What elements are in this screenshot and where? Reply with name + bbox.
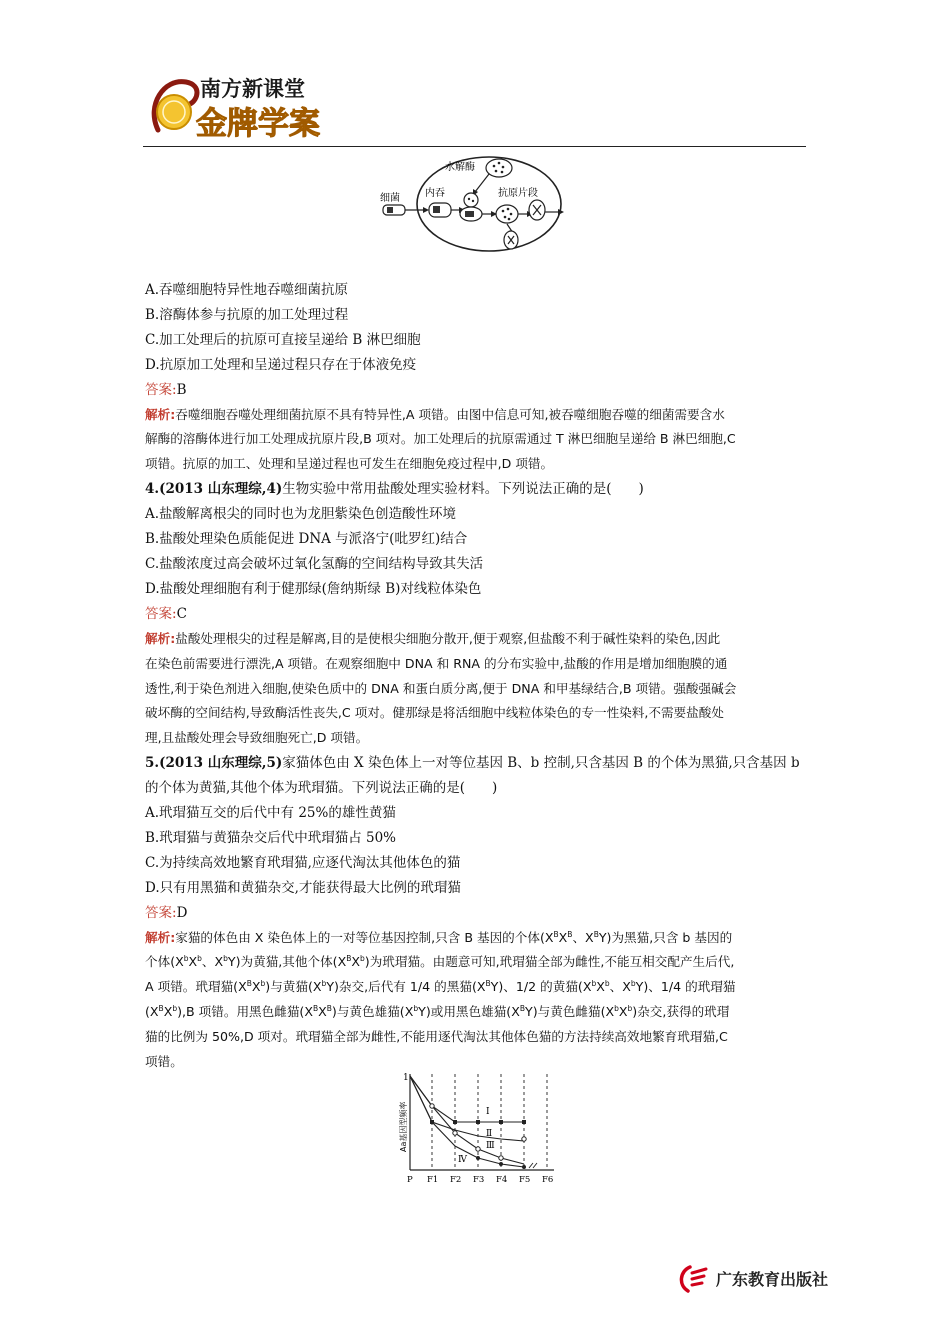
publisher-mark-icon [676, 1263, 712, 1295]
brand-top-text: 南方新课堂 [200, 77, 305, 101]
publisher-name: 广东教育出版社 [716, 1270, 829, 1289]
curve-label-iii: Ⅲ [486, 1141, 495, 1151]
x-tick-label: F1 [427, 1175, 439, 1185]
y-axis-label: Aa基因型频率 [399, 1101, 408, 1152]
answer-value: D [176, 904, 188, 921]
explanation-line: 解析:吞噬细胞吞噬处理细菌抗原不具有特异性,A 项错。由图中信息可知,被吞噬细胞吞噬的细菌需要含水 [145, 406, 725, 422]
x-tick-label: F6 [542, 1175, 554, 1185]
question-source: (2013 山东理综,5) [159, 755, 283, 772]
curve-label-i: Ⅰ [486, 1107, 490, 1117]
q3-options [145, 278, 810, 378]
q4-option-a: A.盐酸解离根尖的同时也为龙胆紫染色创造酸性环境 [145, 506, 457, 523]
answer-value: B [176, 381, 187, 398]
question-number: 4. [145, 481, 160, 498]
q4-option-d: D.盐酸处理细胞有利于健那绿(詹纳斯绿 B)对线粒体染色 [145, 580, 482, 597]
antigen-processing-figure [375, 148, 575, 260]
q3-option-d: D.抗原加工处理和呈递过程只存在于体液免疫 [145, 356, 417, 373]
explanation-line: 在染色前需要进行漂洗,A 项错。在观察细胞中 DNA 和 RNA 的分布实验中,盐酸的作用是增加细胞膜的通 [145, 655, 728, 671]
curve-label-iv: Ⅳ [458, 1155, 467, 1165]
hydrolase-label: 水解酶 [445, 162, 475, 173]
q3-answer [145, 378, 810, 403]
explanation-line: 破坏酶的空间结构,导致酶活性丧失,C 项对。健那绿是将活细胞中线粒体染色的专一性染料,不需要盐酸处 [145, 705, 724, 721]
explanation-line: 项错。 [145, 1054, 183, 1070]
genotype-frequency-figure [394, 1070, 564, 1186]
phagocytosis-label: 内吞 [425, 188, 445, 199]
answer-label: 答案: [145, 904, 177, 921]
curve-label-ii: Ⅱ [486, 1129, 493, 1139]
q5-explanation [145, 926, 810, 1075]
q4-answer [145, 602, 810, 627]
question-source: (2013 山东理综,4) [159, 481, 283, 498]
explanation-line: A 项错。玳瑁猫$(X^BX^b)$与黄猫$(X^bY)$杂交,后代有 1/4 的黑猫$(X^BY)$、1/2 的黄猫($X^bX^b$、$X^bY$)、1/4 的玳瑁猫 [145, 979, 736, 995]
explanation-line: 解酶的溶酶体进行加工处理成抗原片段,B 项对。加工处理后的抗原需通过 T 淋巴细胞呈递给 B 淋巴细胞,C [145, 431, 736, 447]
antigen-fragment-label: 抗原片段 [498, 188, 538, 199]
explanation-label: 解析: [145, 630, 176, 646]
q5-option-c: C.为持续高效地繁育玳瑁猫,应逐代淘汰其他体色的猫 [145, 854, 461, 871]
explanation-line: 项错。抗原的加工、处理和呈递过程也可发生在细胞免疫过程中,D 项错。 [145, 456, 554, 472]
q5-stem: 5.(2013 山东理综,5)家猫体色由 X 染色体上一对等位基因 B、b 控制,只含基因 B 的个体为黑猫,只含基因 b [145, 755, 800, 772]
q3-option-b: B.溶酶体参与抗原的加工处理过程 [145, 306, 349, 323]
header-divider [143, 146, 806, 147]
question-number: 5. [145, 755, 160, 772]
q4-explanation [145, 627, 810, 752]
x-tick-label: F4 [496, 1175, 508, 1185]
q5-stem-continued: 的个体为黄猫,其他个体为玳瑁猫。下列说法正确的是( ) [145, 780, 498, 797]
explanation-line: 个体($X^bX^b$、$X^bY$)为黄猫,其他个体$(X^BX^b)$为玳瑁猫。由题意可知,玳瑁猫全部为雌性,不能互相交配产生后代, [145, 954, 735, 970]
q4-option-c: C.盐酸浓度过高会破坏过氧化氢酶的空间结构导致其失活 [145, 555, 484, 572]
q4-option-b: B.盐酸处理染色质能促进 DNA 与派洛宁(吡罗红)结合 [145, 531, 468, 548]
bacteria-label: 细菌 [380, 193, 400, 204]
q4-stem: 4.(2013 山东理综,4)生物实验中常用盐酸处理实验材料。下列说法正确的是( ) [145, 481, 644, 498]
x-tick-label: P [407, 1175, 413, 1185]
explanation-label: 解析: [145, 406, 176, 422]
q3-option-c: C.加工处理后的抗原可直接呈递给 B 淋巴细胞 [145, 331, 421, 348]
footer-publisher [676, 1263, 866, 1295]
explanation-line: $(X^BX^b),B$ 项错。用黑色雌猫$(X^BX^B)$与黄色雄猫$(X^bY)$或用黑色雄猫$(X^BY)$与黄色雌猫$(X^bX^b)$杂交,获得的玳瑁 [145, 1004, 730, 1020]
publisher-logo [150, 70, 350, 142]
explanation-line: 透性,利于染色剂进入细胞,使染色质中的 DNA 和蛋白质分离,便于 DNA 和甲基绿结合,B 项错。强酸强碱会 [145, 680, 737, 696]
q3-option-a: A.吞噬细胞特异性地吞噬细菌抗原 [145, 282, 349, 298]
q5-option-a: A.玳瑁猫互交的后代中有 25%的雄性黄猫 [145, 805, 396, 822]
y-axis-top-label: 1 [403, 1073, 409, 1083]
x-tick-label: F3 [473, 1175, 485, 1185]
x-tick-label: F5 [519, 1175, 531, 1185]
explanation-line: 理,且盐酸处理会导致细胞死亡,D 项错。 [145, 730, 369, 746]
q5-option-b: B.玳瑁猫与黄猫杂交后代中玳瑁猫占 50% [145, 829, 397, 846]
answer-label: 答案: [145, 605, 177, 622]
q5-option-d: D.只有用黑猫和黄猫杂交,才能获得最大比例的玳瑁猫 [145, 879, 461, 896]
q5-answer [145, 901, 810, 926]
brand-main-text: 金牌学案 [196, 106, 320, 142]
q4-options [145, 502, 810, 602]
answer-label: 答案: [145, 381, 177, 398]
q5-options [145, 801, 810, 901]
x-tick-label: F2 [450, 1175, 462, 1185]
answer-value: C [176, 605, 187, 622]
explanation-line: 猫的比例为 50%,D 项对。玳瑁猫全部为雌性,不能用逐代淘汰其他体色猫的方法持续高效地繁育玳瑁猫,C [145, 1029, 728, 1045]
explanation-line: 解析:家猫的体色由 X 染色体上的一对等位基因控制,只含 B 基因的个体($X^BX^B$、$X^BY$)为黑猫,只含 b 基因的 [145, 929, 733, 945]
explanation-line: 解析:盐酸处理根尖的过程是解离,目的是使根尖细胞分散开,便于观察,但盐酸不利于碱性染料的染色,因此 [145, 630, 721, 646]
question-content [145, 278, 810, 1075]
q3-explanation [145, 403, 810, 478]
explanation-label: 解析: [145, 929, 176, 945]
